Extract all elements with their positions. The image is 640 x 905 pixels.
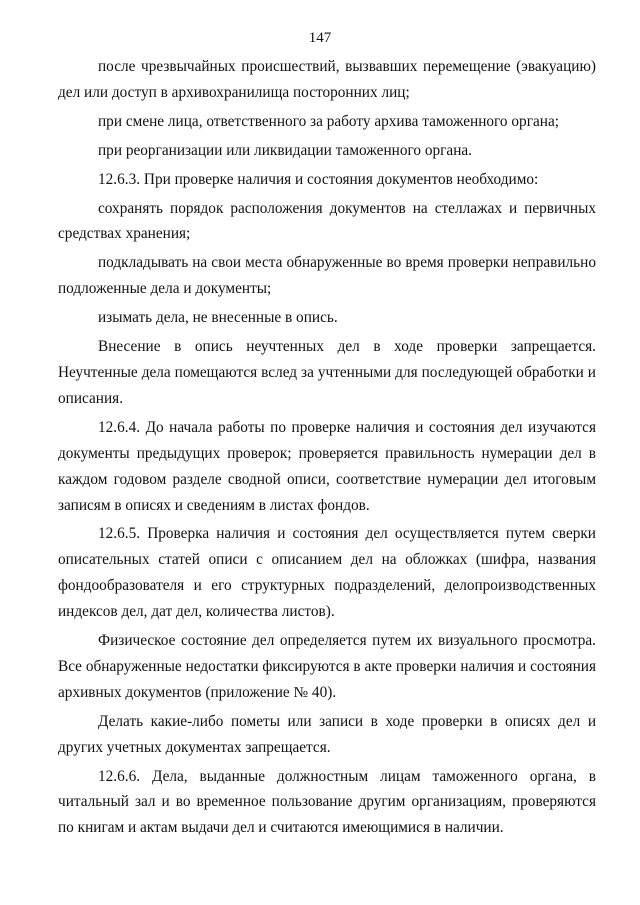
paragraph-withdraw: изымать дела, не внесенные в опись.	[98, 309, 338, 327]
paragraph-keep-order: сохранять порядок расположения документов на стеллажах и первичных средствах хранения;	[58, 199, 596, 243]
paragraph-12-6-3: 12.6.3. При проверке наличия и состояния документов необходимо:	[98, 170, 539, 188]
paragraph-no-marks: Делать какие-либо пометы или записи в ходе проверки в описях дел и других учетных документах запрещается.	[58, 712, 596, 756]
paragraph-12-6-6: 12.6.6. Дела, выданные должностным лицам таможенного органа, в читальный зал и во временное пользование другим организациям, проверяются по книгам и актам выдачи дел и считаются имеющимися в наличии.	[58, 767, 596, 837]
paragraph-put-back: подкладывать на свои места обнаруженные во время проверки неправильно подложенные дела и документы;	[58, 254, 596, 298]
paragraph-physical-state: Физическое состояние дел определяется путем их визуального просмотра. Все обнаруженные недостатки фиксируются в акте проверки наличия и состояния архивных документов (приложение № 40).	[58, 632, 596, 701]
paragraph-12-6-5: 12.6.5. Проверка наличия и состояния дел осуществляется путем сверки описательных статей описи с описанием дел на обложках (шифра, названия фондообразователя и его структурных подразделений, делопроизводственных индексов дел, дат дел, количества листов).	[58, 525, 596, 621]
paragraph-unregistered: Внесение в опись неучтенных дел в ходе проверки запрещается. Неучтенные дела помещаются вслед за учтенными для последующей обработки и описания.	[58, 338, 596, 407]
paragraph-12-6-4: 12.6.4. До начала работы по проверке наличия и состояния дел изучаются документы предыдущих проверок; проверяется правильность нумерации дел в каждом годовом разделе сводной описи, соответствие нумерации дел итоговым записям в описях и сведениям в листах фондов.	[58, 418, 596, 514]
document-body	[58, 54, 596, 844]
page-number: 147	[308, 30, 332, 46]
paragraph-change-of-responsible: при смене лица, ответственного за работу архива таможенного органа;	[98, 112, 559, 130]
paragraph-reorganization: при реорганизации или ликвидации таможенного органа.	[98, 141, 472, 159]
paragraph-evacuation: после чрезвычайных происшествий, вызвавших перемещение (эвакуацию) дел или доступ в архивохранилища посторонних лиц;	[58, 58, 596, 101]
